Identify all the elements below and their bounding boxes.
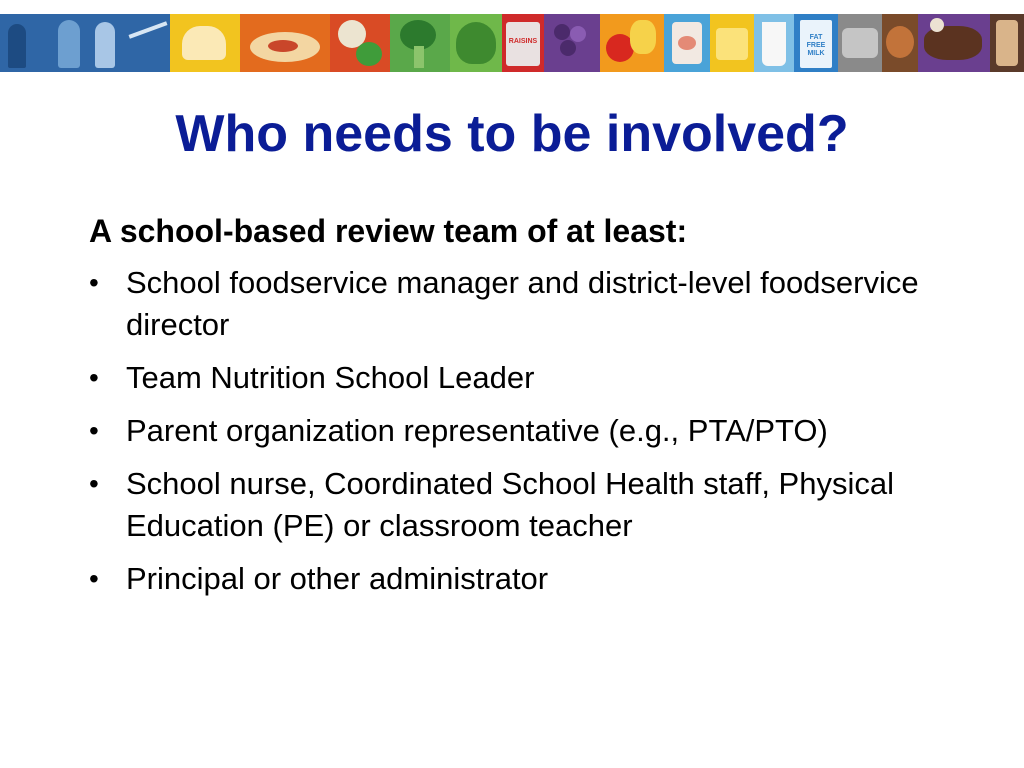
list-item <box>89 558 949 600</box>
vegetables-illustration <box>330 14 390 72</box>
bullet-marker: • <box>89 362 99 393</box>
list-item <box>89 410 949 452</box>
list-item-text: Parent organization representative (e.g., PTA/PTO) <box>126 413 828 448</box>
broccoli-illustration <box>390 14 450 72</box>
list-item-text: School foodservice manager and district-level foodservice director <box>126 265 919 342</box>
list-item-text: Team Nutrition School Leader <box>126 360 535 395</box>
raisins-illustration <box>502 14 544 72</box>
raisins-label: RAISINS <box>508 38 538 45</box>
list-item <box>89 463 949 547</box>
yogurt-illustration <box>664 14 710 72</box>
lead-text: A school-based review team of at least: <box>89 213 688 249</box>
cheese-illustration <box>710 14 754 72</box>
chicken-illustration <box>882 14 918 72</box>
jar-illustration <box>990 14 1024 72</box>
fish-can-illustration <box>838 14 882 72</box>
pasta-illustration <box>240 14 330 72</box>
steak-illustration <box>918 14 990 72</box>
list-item <box>89 262 949 346</box>
milk-carton-illustration <box>794 14 838 72</box>
slide-title: Who needs to be involved? <box>175 105 849 163</box>
lettuce-illustration <box>450 14 502 72</box>
bullet-marker: • <box>89 468 99 499</box>
slide-content <box>89 210 949 611</box>
runners-illustration <box>0 14 170 72</box>
fruit-illustration <box>600 14 664 72</box>
grapes-illustration <box>544 14 600 72</box>
food-banner <box>0 14 1024 72</box>
list-item-text: Principal or other administrator <box>126 561 549 596</box>
milk-label: FAT FREE MILK <box>806 34 826 57</box>
bullet-list <box>89 262 949 600</box>
bullet-marker: • <box>89 563 99 594</box>
list-item-text: School nurse, Coordinated School Health staff, Physical Education (PE) or classroom teacher <box>126 466 894 543</box>
bullet-marker: • <box>89 267 99 298</box>
list-item <box>89 357 949 399</box>
bullet-marker: • <box>89 415 99 446</box>
bread-illustration <box>170 14 240 72</box>
milk-glass-illustration <box>754 14 794 72</box>
